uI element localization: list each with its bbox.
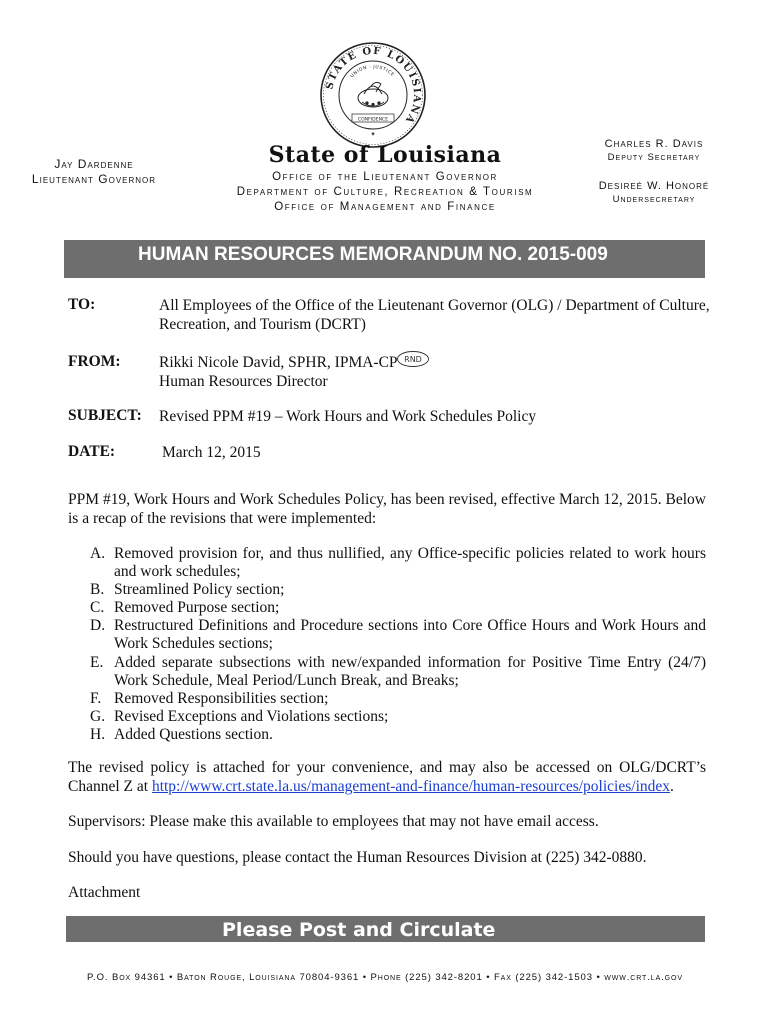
seal-motto-top: UNION · JUSTICE [349,64,395,80]
to-label: TO: [68,296,96,313]
attachment-label: Attachment [68,884,141,901]
subject-value: Revised PPM #19 – Work Hours and Work Schedules Policy [159,408,537,425]
list-item: C. Removed Purpose section; [90,599,280,617]
from-name: Rikki Nicole David, SPHR, IPMA-CP [159,354,398,371]
list-item: B. Streamlined Policy section; [90,581,285,599]
lieutenant-governor-title: Lieutenant Governor [31,172,157,186]
list-item: G. Revised Exceptions and Violations sections; [90,707,389,725]
initials-signature [396,350,430,368]
svg-text:⁕: ⁕ [370,131,376,138]
office-lines [160,170,610,215]
official-name: Desireé W. Honoré [598,180,710,192]
intro-paragraph: PPM #19, Work Hours and Work Schedules Policy, has been revised, effective March 12, 2015. Below is a recap of the revisions that were implemented: [68,491,706,527]
state-title: State of Louisiana [268,142,502,168]
louisiana-state-seal [318,40,428,150]
to-line: All Employees of the Office of the Lieutenant Governor (OLG) / Department of Culture, [159,297,710,314]
office-line: Office of Management and Finance [274,201,496,213]
seal-motto-bottom: CONFIDENCE [357,117,389,123]
list-item: D. Restructured Definitions and Procedure sections into Core Office Hours and Work Hours and Work Schedules sections; [90,617,706,653]
lieutenant-governor-block [18,157,170,187]
svg-text:UNION · JUSTICE [349,64,395,79]
to-value [159,296,710,334]
list-item: E. Added separate subsections with new/expanded information for Positive Time Entry (24/7) Work Schedule, Meal Period/Lunch Break, and Breaks; [90,653,706,689]
memo-banner: HUMAN RESOURCES MEMORANDUM NO. 2015-009 [64,240,705,278]
date-value: March 12, 2015 [162,444,261,461]
list-item: F. Removed Responsibilities section; [90,689,329,707]
right-officials-block [580,137,728,207]
supervisors-paragraph: Supervisors: Please make this available to employees that may not have email access. [68,813,599,830]
official-name: Charles R. Davis [604,138,704,150]
to-line: Recreation, and Tourism (DCRT) [159,316,366,333]
footer-address: P.O. Box 94361 • Baton Rouge, Louisiana 70804-9361 • Phone (225) 342-8201 • Fax (225) 342-1503 • www.crt.la.gov [87,972,683,983]
list-item: H. Added Questions section. [90,725,273,743]
seal-ring-text: STATE OF LOUISIANA [324,45,423,126]
from-title: Human Resources Director [159,373,328,390]
official-title: Deputy Secretary [607,152,701,163]
svg-text:RND: RND [404,355,422,364]
from-value [159,353,398,391]
from-label: FROM: [68,353,121,370]
post-and-circulate-banner: Please Post and Circulate [66,916,705,942]
office-line: Office of the Lieutenant Governor [272,171,498,183]
revisions-list [68,545,706,744]
questions-paragraph: Should you have questions, please contact the Human Resources Division at (225) 342-0880. [68,849,647,866]
office-line: Department of Culture, Recreation & Tourism [236,186,534,198]
official-title: Undersecretary [612,194,696,205]
lieutenant-governor-name: Jay Dardenne [54,157,134,171]
date-label: DATE: [68,443,116,460]
list-item: A. Removed provision for, and thus nullified, any Office-specific policies related to work hours and work schedules; [90,545,706,581]
subject-label: SUBJECT: [68,407,142,424]
policy-link[interactable]: http://www.crt.state.la.us/management-and-finance/human-resources/policies/index [151,778,671,795]
attachment-paragraph: The revised policy is attached for your convenience, and may also be accessed on OLG/DCRT’s Channel Z at http://www.crt.state.la.us/management-and-finance/human-resources/policies/index. [68,759,706,795]
